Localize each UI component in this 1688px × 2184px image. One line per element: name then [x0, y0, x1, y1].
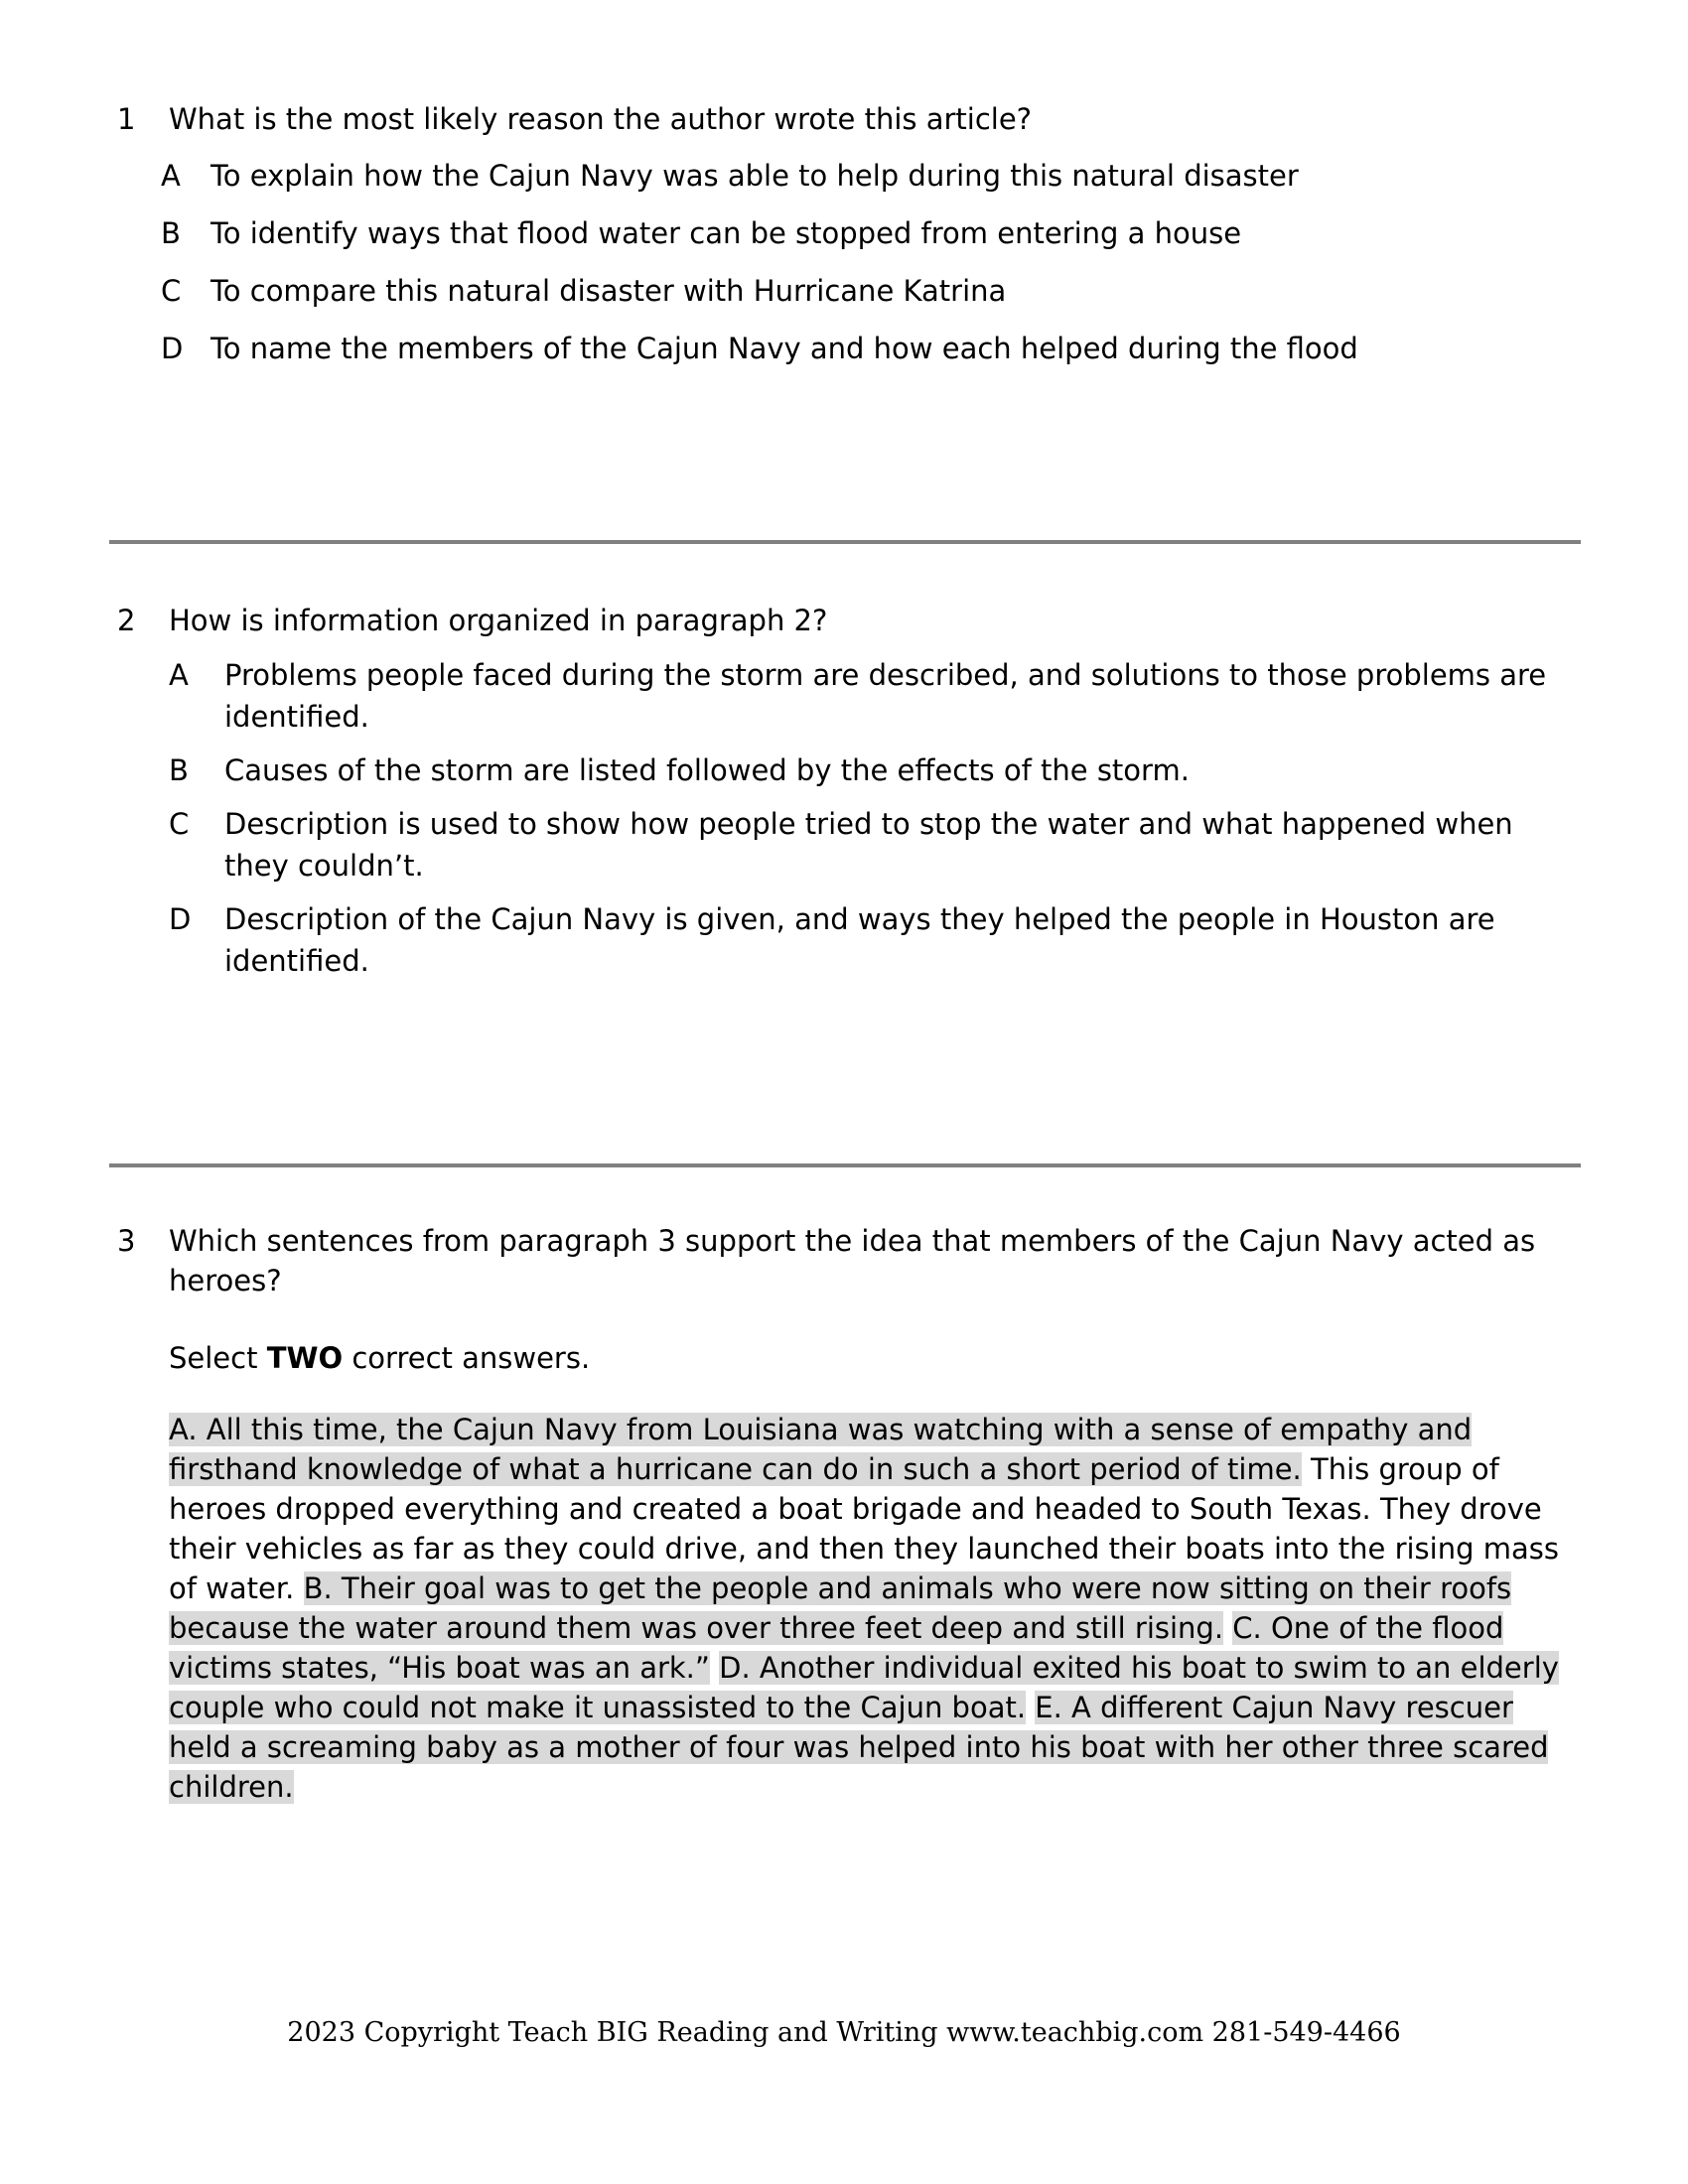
page-footer: 2023 Copyright Teach BIG Reading and Writing www.teachbig.com 281-549-4466: [287, 2017, 1401, 2048]
instruction-suffix: correct answers.: [343, 1341, 591, 1375]
question-2-number: 2: [117, 604, 136, 637]
question-1-option-c[interactable]: [161, 270, 1567, 312]
option-letter: A: [169, 658, 189, 692]
option-letter: A: [161, 159, 181, 193]
question-1-prompt: What is the most likely reason the author wrote this article?: [169, 102, 1033, 136]
question-1-options: [161, 155, 1567, 369]
passage-plain-text: [710, 1651, 719, 1685]
option-text: Problems people faced during the storm are described, and solutions to those problems are identified.: [224, 658, 1547, 734]
option-letter: C: [161, 274, 182, 308]
question-1-option-d[interactable]: [161, 328, 1567, 369]
question-2-option-b[interactable]: [169, 750, 1567, 791]
passage-choice-highlight[interactable]: C. One of the flood victims states, “His boat was an ark.”: [169, 1611, 1504, 1685]
option-letter: D: [169, 902, 192, 936]
option-text: Description of the Cajun Navy is given, and ways they helped the people in Houston are identified.: [224, 902, 1495, 978]
option-text: To name the members of the Cajun Navy and how each helped during the flood: [211, 332, 1358, 365]
passage-plain-text: This group of heroes dropped everything and created a boat brigade and headed to South Texas. They drove their vehicles as far as they could drive, and then they launched their boats into the rising mass of water.: [169, 1452, 1559, 1605]
option-letter: B: [161, 216, 181, 250]
question-2-option-d[interactable]: [169, 898, 1567, 982]
option-text: To identify ways that flood water can be stopped from entering a house: [211, 216, 1242, 250]
option-letter: C: [169, 807, 190, 841]
option-letter: B: [169, 753, 189, 787]
passage-plain-text: [1223, 1611, 1232, 1645]
question-3-number: 3: [117, 1224, 136, 1258]
question-2-option-c[interactable]: [169, 803, 1567, 887]
question-1-option-b[interactable]: [161, 212, 1567, 254]
passage-choice-highlight[interactable]: B. Their goal was to get the people and animals who were now sitting on their roofs because the water around them was over three feet deep and still rising.: [169, 1571, 1512, 1645]
question-1-option-a[interactable]: [161, 155, 1567, 197]
question-block-3: [117, 1221, 1567, 1807]
question-2-header: [117, 601, 1567, 640]
passage-choice-highlight[interactable]: E. A different Cajun Navy rescuer held a screaming baby as a mother of four was helped into his boat with her other three scared children.: [169, 1691, 1549, 1804]
select-two-instruction: [169, 1338, 1567, 1378]
question-1-number: 1: [117, 102, 136, 136]
option-text: Causes of the storm are listed followed by the effects of the storm.: [224, 753, 1190, 787]
question-block-2: [117, 601, 1567, 982]
option-letter: D: [161, 332, 184, 365]
question-3-header: [117, 1221, 1567, 1300]
passage-choice-highlight[interactable]: D. Another individual exited his boat to swim to an elderly couple who could not make it unassisted to the Cajun boat.: [169, 1651, 1559, 1724]
section-divider-2: [109, 1163, 1581, 1167]
question-1-header: [117, 99, 1567, 139]
option-text: To compare this natural disaster with Hurricane Katrina: [211, 274, 1007, 308]
passage-choice-highlight[interactable]: A. All this time, the Cajun Navy from Louisiana was watching with a sense of empathy and firsthand knowledge of what a hurricane can do in such a short period of time.: [169, 1413, 1473, 1486]
option-text: Description is used to show how people tried to stop the water and what happened when they couldn’t.: [224, 807, 1513, 883]
question-3-passage[interactable]: [169, 1410, 1559, 1807]
passage-plain-text: [1026, 1691, 1035, 1724]
question-3-prompt: Which sentences from paragraph 3 support the idea that members of the Cajun Navy acted as heroes?: [169, 1224, 1536, 1297]
instruction-prefix: Select: [169, 1341, 267, 1375]
instruction-emphasis: TWO: [266, 1341, 344, 1375]
question-2-prompt: How is information organized in paragraph 2?: [169, 604, 828, 637]
question-block-1: [117, 99, 1567, 369]
option-text: To explain how the Cajun Navy was able to help during this natural disaster: [211, 159, 1299, 193]
question-2-option-a[interactable]: [169, 654, 1567, 738]
question-2-options: [169, 654, 1567, 982]
section-divider-1: [109, 540, 1581, 544]
